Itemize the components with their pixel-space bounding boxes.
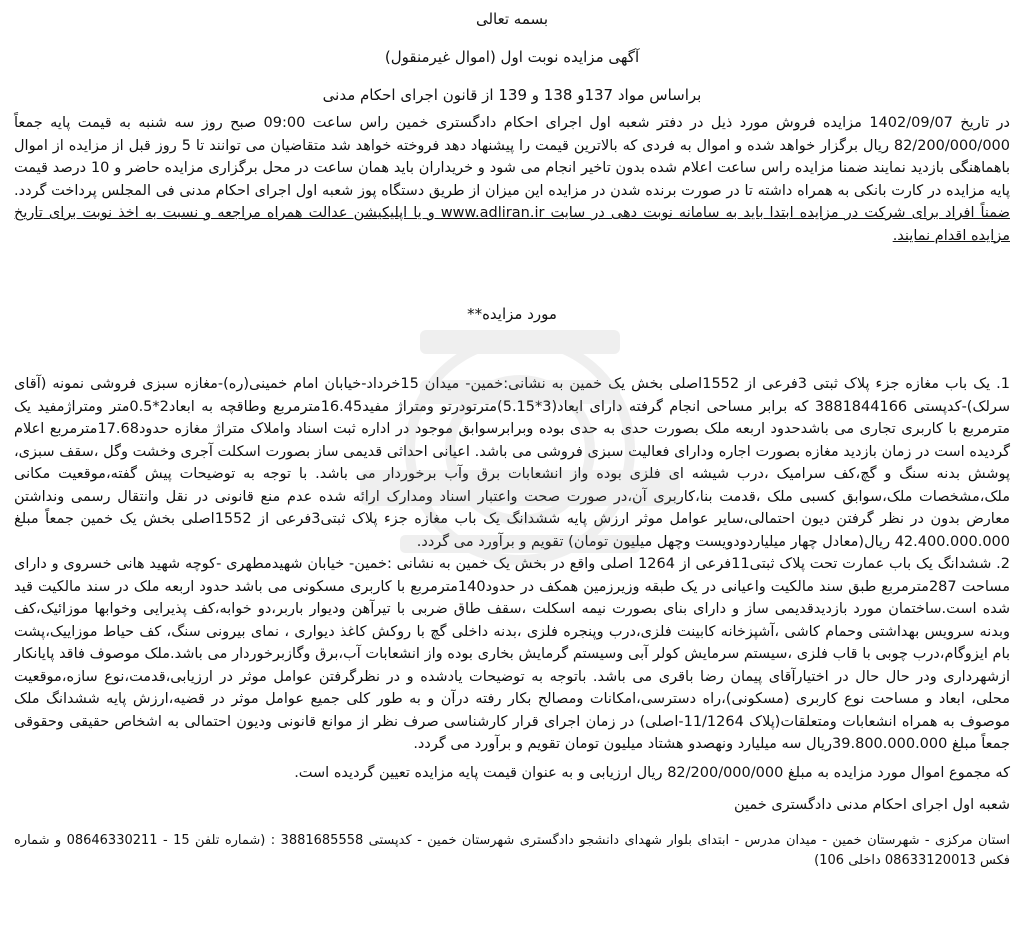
intro-text: در تاریخ 1402/09/07 مزایده فروش مورد ذیل در دفتر شعبه اول اجرای احکام دادگستری خمین راس ساعت 09:00 صبح روز سه شنبه به قیمت پایه جمعاً 82/200/000/000 ریال برگزار خواهد شده و اموال به فردی که بالاترین قیمت را پیشنهاد دهد فروخته خواهد شد متقاضیان می توانند تا 5 روز قبل از مزایده از اموال باهماهنگی بازدید نمایند ضمنا مزایده راس ساعت اعلام شده بدون تاخیر انجام می شود و خریداران باید همان ساعت در محل برگزاری مزایده حاضر و 10 درصد قیمت پایه مزایده در کارت بانکی به همراه داشته تا در صورت برنده شدن در مزایده این میزان از طریق دستگاه پوز شعبه اول اجرای احکام مدنی فی المجلس پرداخت گردد. xyxy=(14,115,1010,199)
total-value-statement: که مجموع اموال مورد مزایده به مبلغ 82/200/000/000 ریال ارزیابی و به عنوان قیمت پایه مزایده تعیین گردیده است. xyxy=(294,764,1010,781)
notice-subtitle: براساس مواد 137و 138 و 139 از قانون اجرای احکام مدنی xyxy=(322,86,702,104)
issuing-branch-signature: شعبه اول اجرای احکام مدنی دادگستری خمین xyxy=(733,797,1010,813)
auction-items-heading: مورد مزایده** xyxy=(467,305,557,323)
auction-item xyxy=(14,373,1010,553)
invocation-heading: بسمه تعالی xyxy=(475,10,549,28)
intro-paragraph xyxy=(14,112,1010,247)
item-description: ششدانگ یک باب عمارت تحت پلاک ثبتی11فرعی از 1264 اصلی واقع در بخش یک خمین به نشانی :خمین- خیابان شهیدمطهری -کوچه شهید هانی خسروی و دارای مساحت 287مترمربع طبق سند مالکیت واعیانی در یک طبقه وزیرزمین همکف در حدود140مترمربع با کاربری مسکونی می باشد حدود اربعه ملک در سند مالکیت قید شده است.ساختمان مورد بازدیدقدیمی ساز و دارای بنای بصورت نیمه اسکلت ،سقف طاق ضربی با تیرآهن وديوار باربر،دو خوابه،کف پذیرایی وخوابها موزائیک،کف وبدنه سرویس بهداشتی وحمام کاشی ،آشپزخانه کابینت فلزی،درب وپنجره فلزی ،بدنه داخلی گچ با روکش کاغذ دیواری ، نمای بیرونی سنگ، کف حیاط موزاییک،پشت بام ایزوگام،درب چوبی با قاب فلزی ،سیستم سرمایش کولر آبی وسیستم گرمایش بخاری بوده واز انشعابات آب،برق وگازبرخوردار می باشد.ملک موصوف فاقد پایانکار ازشهرداری ودر حال حال در اختیارآقای پیمان رضا باقری می باشد. باتوجه به توضیحات یادشده و در نظرگرفتن عوامل موثر در ارزیابی،قدمت،نوع سازه،موقعیت محلی، ابعاد و مساحت نوع کاربری (مسکونی)،راه دسترسی،امکانات ومصالح بکار رفته درآن و به طور کلی جمیع عوامل موثر در قضیه،ارزش پایه ششدانگ ملک موصوف به همراه انشعابات ومتعلقات(پلاک 11/1264-اصلی) در زمان اجرای قرار کارشناسی صرف نظر از موانع قانونی ودیون احتمالی به اشخاص حقیقی وحقوقی جمعاً مبلغ 39.800.000.000ریال سه میلیارد ونهصدو هشتاد میلیون تومان تقویم و برآورد می گردد. xyxy=(14,556,1010,752)
item-number: 2. xyxy=(996,556,1010,572)
contact-footer: استان مرکزی - شهرستان خمین - میدان مدرس - ابتدای بلوار شهدای دانشجو دادگستری شهرستان خمین - کدپستی 3881685558 : (شماره تلفن 15 - 08646330211 و شماره فکس 08633120013 داخلی 106) xyxy=(14,832,1010,868)
item-number: 1. xyxy=(996,376,1011,392)
notice-title: آگهی مزایده نوبت اول (اموال غیرمنقول) xyxy=(384,48,640,66)
auction-item xyxy=(14,553,1010,756)
registration-notice: ضمناً افراد برای شرکت در مزایده ابتدا باید به سامانه نوبت دهی در سایت www.adliran.ir و یا اپلیکیشن عدالت همراه مراجعه و نسبت به اخذ نوبت برای تاریخ مزایده اقدام نمایند. xyxy=(14,205,1010,244)
item-description: یک باب مغازه جزء پلاک ثبتی 3فرعی از 1552اصلی بخش یک خمین به نشانی:خمین- میدان 15خرداد-خیابان امام خمینی(ره)-مغازه سبزی فروشی نمونه (آقای سرلک)-کدپستی 3881844166 که برابر مساحی انجام گرفته دارای ابعاد(3*5.15)مترتودرتو ومتراژ مفید16.45مترمربع وطاقچه به ابعاد2*0.5متر ومتراژمفید یک مترمربع با کاربری تجاری می باشدحدود اربعه ملک بصورت حدی به حدی بوده وبرابرسوابق موجود در اداره ثبت اسناد واملاک متراژ مغازه حدود17.68مترمربع اعلام گردیده است در زمان بازدید مغازه بصورت اجاره ودارای فعالیت سبزی فروشی می باشد. اعیانی احداثی قدیمی ساز بصورت اسکلت آجری وخشت وگل ،سقف سبزی، پوشش بدنه سنگ و گچ،کف سرامیک ،درب شیشه ای فلزی بوده واز انشعابات برق وآب برخوردار می باشد. با توجه به توضیحات پیش گفته،موقعیت مکانی ملک،مشخصات ملک،سوابق کسبی ملک ،قدمت بنا،کاربری آن،در صورت صحت واعتبار اسناد ومدارک ارائه شده عدم منع قانونی در نقل وانتقال رسمی ونداشتن معارض بدون در نظر گرفتن دیون احتمالی،سایر عوامل موثر ارزش پایه ششدانگ یک باب مغازه جزء پلاک ثبتی3فرعی از 1552اصلی بخش یک خمین جمعاً مبلغ 42.400.000.000 ریال(معادل چهار میلیاردودویست وچهل میلیون تومان) تقویم و برآورد می گردد. xyxy=(14,376,1011,550)
